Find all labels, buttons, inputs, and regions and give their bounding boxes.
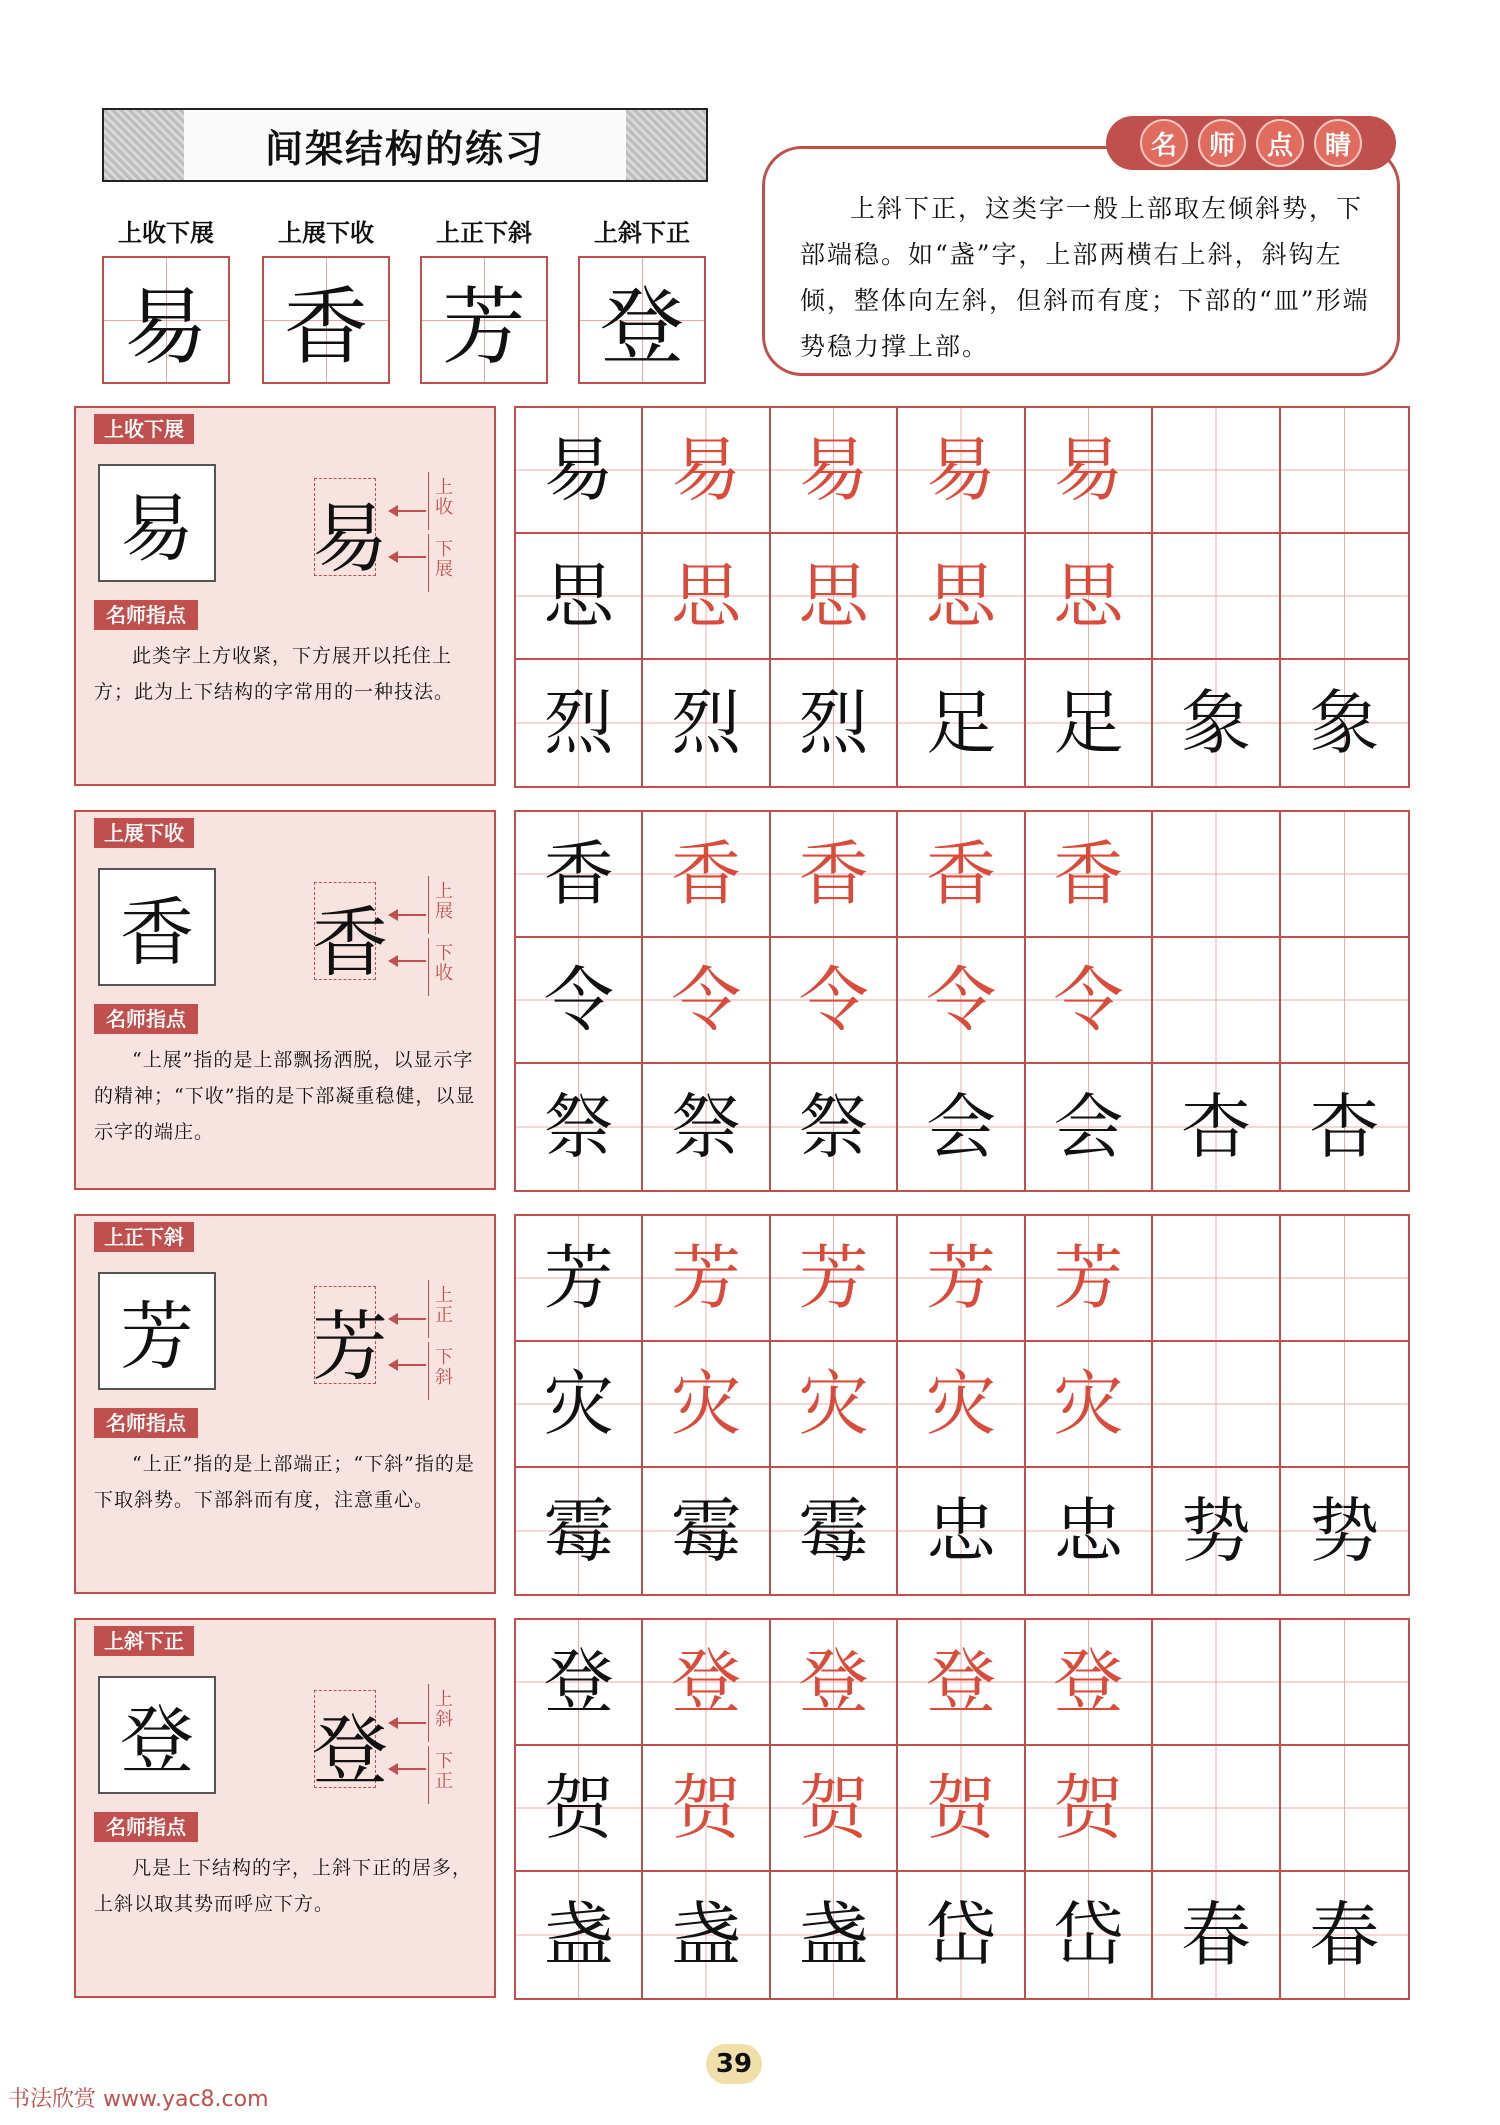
annotation-top: 上正 — [435, 1285, 453, 1326]
practice-cell: 令 — [643, 938, 770, 1064]
empty-practice-cell — [1281, 1342, 1408, 1468]
practice-cell: 忠 — [1026, 1468, 1153, 1594]
title-stripe-left — [104, 110, 184, 180]
category-tag: 上斜下正 — [94, 1626, 194, 1656]
practice-cell: 登 — [771, 1620, 898, 1746]
practice-cell: 思 — [771, 534, 898, 660]
practice-grid — [514, 810, 1410, 1192]
annotation-bracket — [428, 1342, 429, 1400]
annotation-bottom: 下展 — [435, 539, 453, 580]
practice-cell: 香 — [771, 812, 898, 938]
practice-cell: 香 — [643, 812, 770, 938]
sample-character: 香 — [262, 256, 390, 384]
example-character-box: 香 — [98, 868, 216, 986]
practice-cell: 思 — [1026, 534, 1153, 660]
sample-character: 登 — [578, 256, 706, 384]
practice-cell: 香 — [1026, 812, 1153, 938]
badge-char: 睛 — [1314, 119, 1362, 167]
empty-practice-cell — [1281, 1216, 1408, 1342]
annotation-top: 上收 — [435, 477, 453, 518]
watermark: 书法欣赏 www.yac8.com — [8, 2087, 269, 2112]
annotation-bracket — [428, 938, 429, 996]
practice-cell: 霉 — [516, 1468, 643, 1594]
structure-panel — [74, 810, 496, 1190]
empty-practice-cell — [1153, 1620, 1280, 1746]
practice-cell: 香 — [898, 812, 1025, 938]
practice-cell: 烈 — [771, 660, 898, 786]
practice-cell: 春 — [1281, 1872, 1408, 1998]
practice-cell: 盏 — [771, 1872, 898, 1998]
practice-cell: 芳 — [1026, 1216, 1153, 1342]
practice-cell: 象 — [1281, 660, 1408, 786]
practice-cell: 易 — [771, 408, 898, 534]
teacher-tip-text: 此类字上方收紧，下方展开以托住上方；此为上下结构的字常用的一种技法。 — [94, 645, 455, 703]
empty-practice-cell — [1153, 1746, 1280, 1872]
empty-practice-cell — [1281, 408, 1408, 534]
practice-cell: 足 — [1026, 660, 1153, 786]
page-title: 间架结构的练习 — [184, 110, 626, 180]
practice-cell: 令 — [516, 938, 643, 1064]
practice-cell: 令 — [898, 938, 1025, 1064]
practice-cell: 思 — [643, 534, 770, 660]
sample-column-3 — [420, 216, 548, 384]
practice-cell: 灾 — [898, 1342, 1025, 1468]
demo-character: 易 — [312, 494, 388, 583]
practice-cell: 易 — [516, 408, 643, 534]
badge-char: 师 — [1198, 119, 1246, 167]
teacher-tip-tag: 名师指点 — [94, 1812, 198, 1842]
sample-label: 上正下斜 — [436, 219, 532, 247]
empty-practice-cell — [1281, 1620, 1408, 1746]
practice-cell: 易 — [643, 408, 770, 534]
practice-cell: 贺 — [1026, 1746, 1153, 1872]
practice-cell: 登 — [516, 1620, 643, 1746]
teacher-tip-text: “上展”指的是上部飘扬洒脱，以显示字的精神；“下收”指的是下部凝重稳健，以显示字的端庄。 — [94, 1049, 476, 1143]
annotation-bracket — [428, 534, 429, 592]
practice-cell: 岱 — [1026, 1872, 1153, 1998]
practice-cell: 思 — [516, 534, 643, 660]
annotation-bracket — [428, 1684, 429, 1742]
practice-cell: 烈 — [516, 660, 643, 786]
sample-label: 上斜下正 — [594, 219, 690, 247]
sample-character: 易 — [102, 256, 230, 384]
annotation-bracket — [428, 472, 429, 530]
annotation-bottom: 下收 — [435, 943, 453, 984]
sample-column-4 — [578, 216, 706, 384]
empty-practice-cell — [1281, 1746, 1408, 1872]
arrow-left-icon — [394, 960, 426, 962]
practice-cell: 祭 — [771, 1064, 898, 1190]
empty-practice-cell — [1281, 534, 1408, 660]
practice-cell: 贺 — [643, 1746, 770, 1872]
practice-cell: 岱 — [898, 1872, 1025, 1998]
practice-cell: 芳 — [643, 1216, 770, 1342]
arrow-left-icon — [394, 1318, 426, 1320]
practice-cell: 芳 — [516, 1216, 643, 1342]
practice-cell: 势 — [1281, 1468, 1408, 1594]
page-title-box — [102, 108, 708, 182]
arrow-left-icon — [394, 556, 426, 558]
arrow-left-icon — [394, 510, 426, 512]
tips-badge — [1106, 116, 1396, 170]
annotation-bracket — [428, 1280, 429, 1338]
practice-cell: 芳 — [771, 1216, 898, 1342]
empty-practice-cell — [1153, 1216, 1280, 1342]
annotation-top: 上展 — [435, 881, 453, 922]
sample-column-2 — [262, 216, 390, 384]
practice-grid — [514, 406, 1410, 788]
demo-character: 香 — [312, 898, 388, 987]
example-character-box: 登 — [98, 1676, 216, 1794]
tips-text: 上斜下正，这类字一般上部取左倾斜势，下部端稳。如“盏”字，上部两横右上斜，斜钩左倾，整体向左斜，但斜而有度；下部的“皿”形端势稳力撑上部。 — [800, 194, 1370, 361]
practice-cell: 芳 — [898, 1216, 1025, 1342]
empty-practice-cell — [1281, 938, 1408, 1064]
practice-cell: 会 — [1026, 1064, 1153, 1190]
practice-cell: 祭 — [643, 1064, 770, 1190]
practice-grid — [514, 1618, 1410, 2000]
teacher-tip-tag: 名师指点 — [94, 1408, 198, 1438]
practice-cell: 足 — [898, 660, 1025, 786]
teacher-tip-tag: 名师指点 — [94, 600, 198, 630]
practice-cell: 杏 — [1281, 1064, 1408, 1190]
teacher-tip-text: “上正”指的是上部端正；“下斜”指的是下取斜势。下部斜而有度，注意重心。 — [94, 1453, 475, 1511]
practice-cell: 霉 — [643, 1468, 770, 1594]
practice-cell: 烈 — [643, 660, 770, 786]
teacher-tip-text: 凡是上下结构的字，上斜下正的居多，上斜以取其势而呼应下方。 — [94, 1857, 473, 1915]
practice-cell: 贺 — [516, 1746, 643, 1872]
sample-label: 上收下展 — [118, 219, 214, 247]
practice-grid — [514, 1214, 1410, 1596]
example-character-box: 芳 — [98, 1272, 216, 1390]
empty-practice-cell — [1153, 812, 1280, 938]
practice-cell: 易 — [898, 408, 1025, 534]
practice-cell: 登 — [1026, 1620, 1153, 1746]
annotation-bracket — [428, 876, 429, 934]
sample-label: 上展下收 — [278, 219, 374, 247]
arrow-left-icon — [394, 914, 426, 916]
sample-column-1 — [102, 216, 230, 384]
practice-cell: 盏 — [516, 1872, 643, 1998]
practice-cell: 霉 — [771, 1468, 898, 1594]
practice-cell: 登 — [898, 1620, 1025, 1746]
practice-cell: 贺 — [771, 1746, 898, 1872]
annotation-bottom: 下正 — [435, 1751, 453, 1792]
demo-character: 登 — [312, 1706, 388, 1795]
annotation-top: 上斜 — [435, 1689, 453, 1730]
empty-practice-cell — [1153, 534, 1280, 660]
practice-cell: 贺 — [898, 1746, 1025, 1872]
practice-cell: 祭 — [516, 1064, 643, 1190]
empty-practice-cell — [1281, 812, 1408, 938]
category-tag: 上正下斜 — [94, 1222, 194, 1252]
title-stripe-right — [626, 110, 706, 180]
empty-practice-cell — [1153, 938, 1280, 1064]
practice-cell: 思 — [898, 534, 1025, 660]
practice-cell: 登 — [643, 1620, 770, 1746]
practice-cell: 灾 — [516, 1342, 643, 1468]
practice-cell: 令 — [1026, 938, 1153, 1064]
practice-cell: 势 — [1153, 1468, 1280, 1594]
arrow-left-icon — [394, 1768, 426, 1770]
sample-character: 芳 — [420, 256, 548, 384]
badge-char: 名 — [1140, 119, 1188, 167]
practice-cell: 杏 — [1153, 1064, 1280, 1190]
practice-cell: 令 — [771, 938, 898, 1064]
example-character-box: 易 — [98, 464, 216, 582]
practice-cell: 会 — [898, 1064, 1025, 1190]
practice-cell: 易 — [1026, 408, 1153, 534]
arrow-left-icon — [394, 1364, 426, 1366]
practice-cell: 春 — [1153, 1872, 1280, 1998]
structure-panel — [74, 406, 496, 786]
annotation-bracket — [428, 1746, 429, 1804]
teacher-tip-tag: 名师指点 — [94, 1004, 198, 1034]
structure-panel — [74, 1618, 496, 1998]
category-tag: 上展下收 — [94, 818, 194, 848]
empty-practice-cell — [1153, 408, 1280, 534]
badge-char: 点 — [1256, 119, 1304, 167]
practice-cell: 象 — [1153, 660, 1280, 786]
demo-character: 芳 — [312, 1302, 388, 1391]
practice-cell: 灾 — [643, 1342, 770, 1468]
practice-cell: 忠 — [898, 1468, 1025, 1594]
practice-cell: 灾 — [771, 1342, 898, 1468]
practice-cell: 灾 — [1026, 1342, 1153, 1468]
category-tag: 上收下展 — [94, 414, 194, 444]
page-number: 39 — [706, 2044, 762, 2084]
practice-cell: 香 — [516, 812, 643, 938]
empty-practice-cell — [1153, 1342, 1280, 1468]
annotation-bottom: 下斜 — [435, 1347, 453, 1388]
practice-cell: 盏 — [643, 1872, 770, 1998]
arrow-left-icon — [394, 1722, 426, 1724]
structure-panel — [74, 1214, 496, 1594]
